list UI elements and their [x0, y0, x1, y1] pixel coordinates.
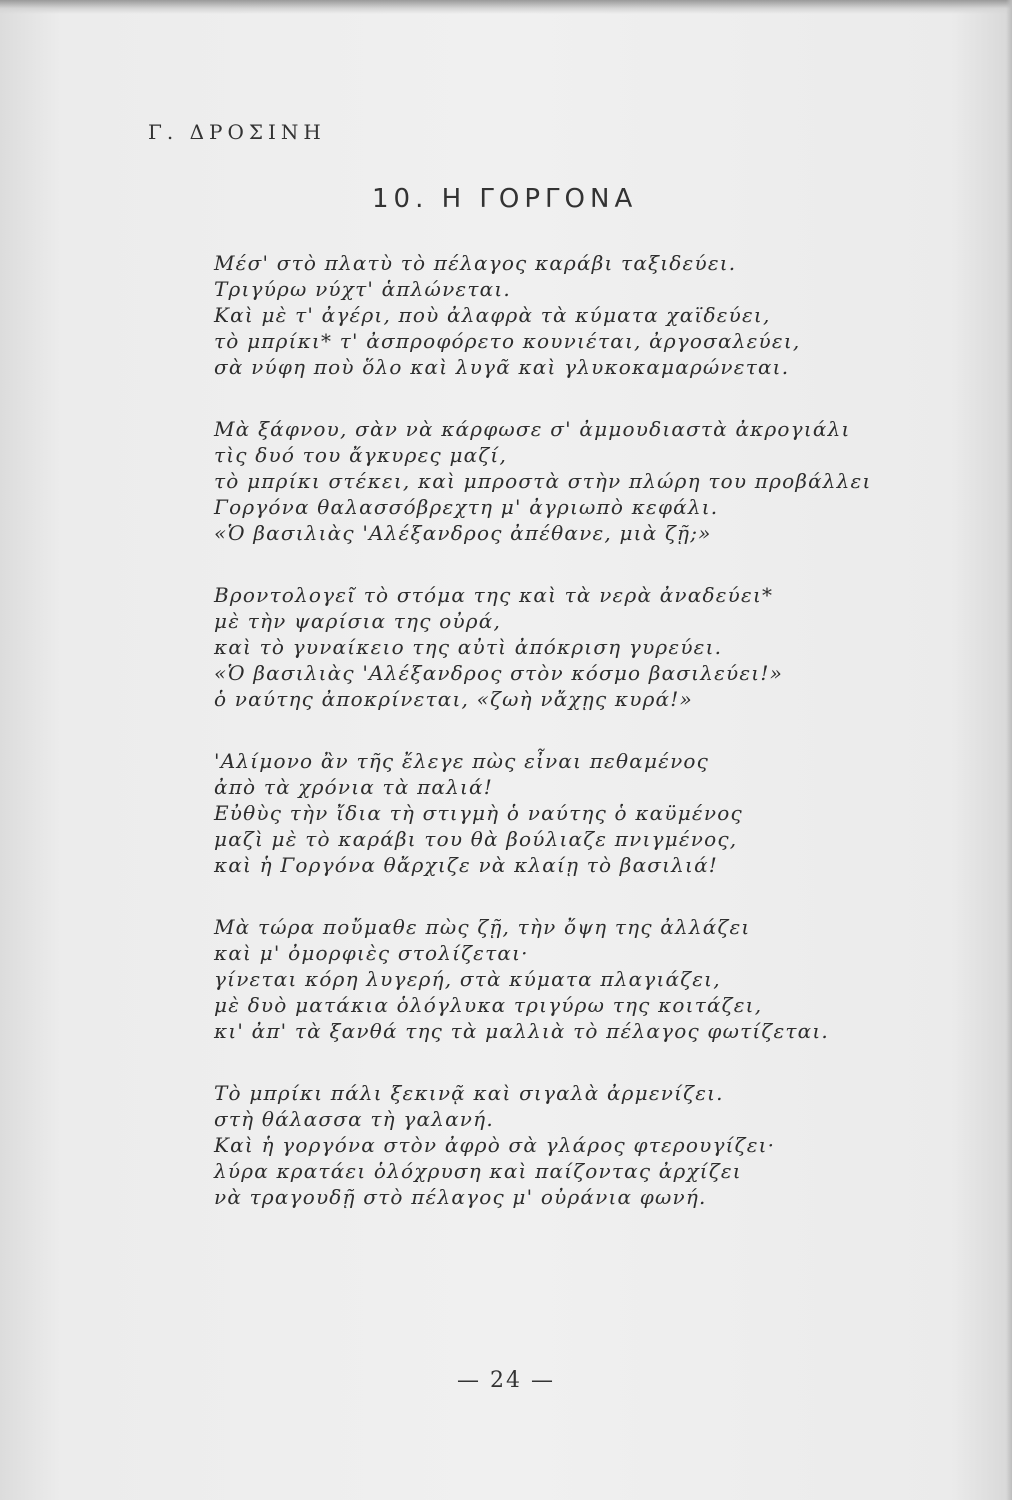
- poem-line: καὶ μ' ὀμορφιὲς στολίζεται·: [214, 941, 529, 965]
- stanza-2: [214, 416, 954, 546]
- poem-line: «Ὁ βασιλιὰς 'Αλέξανδρος ἀπέθανε, μιὰ ζῇ;»: [214, 521, 712, 545]
- poem-line: Καὶ ἡ γοργόνα στὸν ἀφρὸ σὰ γλάρος φτερουγίζει·: [214, 1133, 776, 1157]
- poem-line: Γοργόνα θαλασσόβρεχτη μ' ἀγριωπὸ κεφάλι.: [214, 495, 719, 519]
- poem-line: Βροντολογεῖ τὸ στόμα της καὶ τὰ νερὰ ἀναδεύει*: [214, 583, 774, 607]
- author-name: Γ. ΔΡΟΣΙΝΗ: [148, 120, 326, 144]
- poem-line: ὁ ναύτης ἀποκρίνεται, «ζωὴ νἄχῃς κυρά!»: [214, 687, 693, 711]
- poem-title: 10. Η ΓΟΡΓΟΝΑ: [372, 184, 638, 214]
- poem-line: τὸ μπρίκι* τ' ἀσπροφόρετο κουνιέται, ἀργοσαλεύει,: [214, 329, 801, 353]
- stanza-4: [214, 748, 954, 878]
- poem-line: τὸ μπρίκι στέκει, καὶ μπροστὰ στὴν πλώρη του προβάλλει: [214, 469, 872, 493]
- poem-line: 'Αλίμονο ἂν τῆς ἔλεγε πὼς εἶναι πεθαμένος: [214, 749, 710, 773]
- poem-line: καὶ ἡ Γοργόνα θἄρχιζε νὰ κλαίῃ τὸ βασιλιά!: [214, 853, 719, 877]
- poem-line: μὲ δυὸ ματάκια ὁλόγλυκα τριγύρω της κοιτάζει,: [214, 993, 763, 1017]
- poem-line: Μέσ' στὸ πλατὺ τὸ πέλαγος καράβι ταξιδεύει.: [214, 251, 737, 275]
- poem-body: [214, 250, 954, 1246]
- poem-line: Μὰ ξάφνου, σὰν νὰ κάρφωσε σ' ἀμμουδιαστὰ ἀκρογιάλι: [214, 417, 851, 441]
- page-number: — 24 —: [457, 1368, 555, 1393]
- poem-line: Εὐθὺς τὴν ἴδια τὴ στιγμὴ ὁ ναύτης ὁ καϋμένος: [214, 801, 743, 825]
- poem-line: σὰ νύφη ποὺ ὅλο καὶ λυγᾶ καὶ γλυκοκαμαρώνεται.: [214, 355, 790, 379]
- page-top-shadow: [0, 0, 1012, 14]
- poem-line: κι' ἀπ' τὰ ξανθά της τὰ μαλλιὰ τὸ πέλαγος φωτίζεται.: [214, 1019, 829, 1043]
- stanza-1: [214, 250, 954, 380]
- poem-line: γίνεται κόρη λυγερή, στὰ κύματα πλαγιάζει,: [214, 967, 721, 991]
- poem-line: καὶ τὸ γυναίκειο της αὐτὶ ἀπόκριση γυρεύει.: [214, 635, 723, 659]
- stanza-6: [214, 1080, 954, 1210]
- stanza-5: [214, 914, 954, 1044]
- poem-line: μὲ τὴν ψαρίσια της οὐρά,: [214, 609, 502, 633]
- poem-line: «Ὁ βασιλιὰς 'Αλέξανδρος στὸν κόσμο βασιλεύει!»: [214, 661, 784, 685]
- poem-line: λύρα κρατάει ὁλόχρυση καὶ παίζοντας ἀρχίζει: [214, 1159, 742, 1183]
- poem-line: Καὶ μὲ τ' ἀγέρι, ποὺ ἀλαφρὰ τὰ κύματα χαϊδεύει,: [214, 303, 771, 327]
- poem-line: στὴ θάλασσα τὴ γαλανή.: [214, 1107, 494, 1131]
- poem-line: τὶς δυό του ἄγκυρες μαζί,: [214, 443, 508, 467]
- poem-line: Μὰ τώρα ποὔμαθε πὼς ζῇ, τὴν ὄψη της ἀλλάζει: [214, 915, 751, 939]
- poem-line: μαζὶ μὲ τὸ καράβι του θὰ βούλιαζε πνιγμένος,: [214, 827, 738, 851]
- poem-line: Τὸ μπρίκι πάλι ξεκινᾷ καὶ σιγαλὰ ἀρμενίζει.: [214, 1081, 724, 1105]
- poem-line: Τριγύρω νύχτ' ἁπλώνεται.: [214, 277, 511, 301]
- stanza-3: [214, 582, 954, 712]
- page-right-edge: [1006, 0, 1012, 1500]
- poem-line: ἀπὸ τὰ χρόνια τὰ παλιά!: [214, 775, 493, 799]
- poem-line: νὰ τραγουδῇ στὸ πέλαγος μ' οὐράνια φωνή.: [214, 1185, 707, 1209]
